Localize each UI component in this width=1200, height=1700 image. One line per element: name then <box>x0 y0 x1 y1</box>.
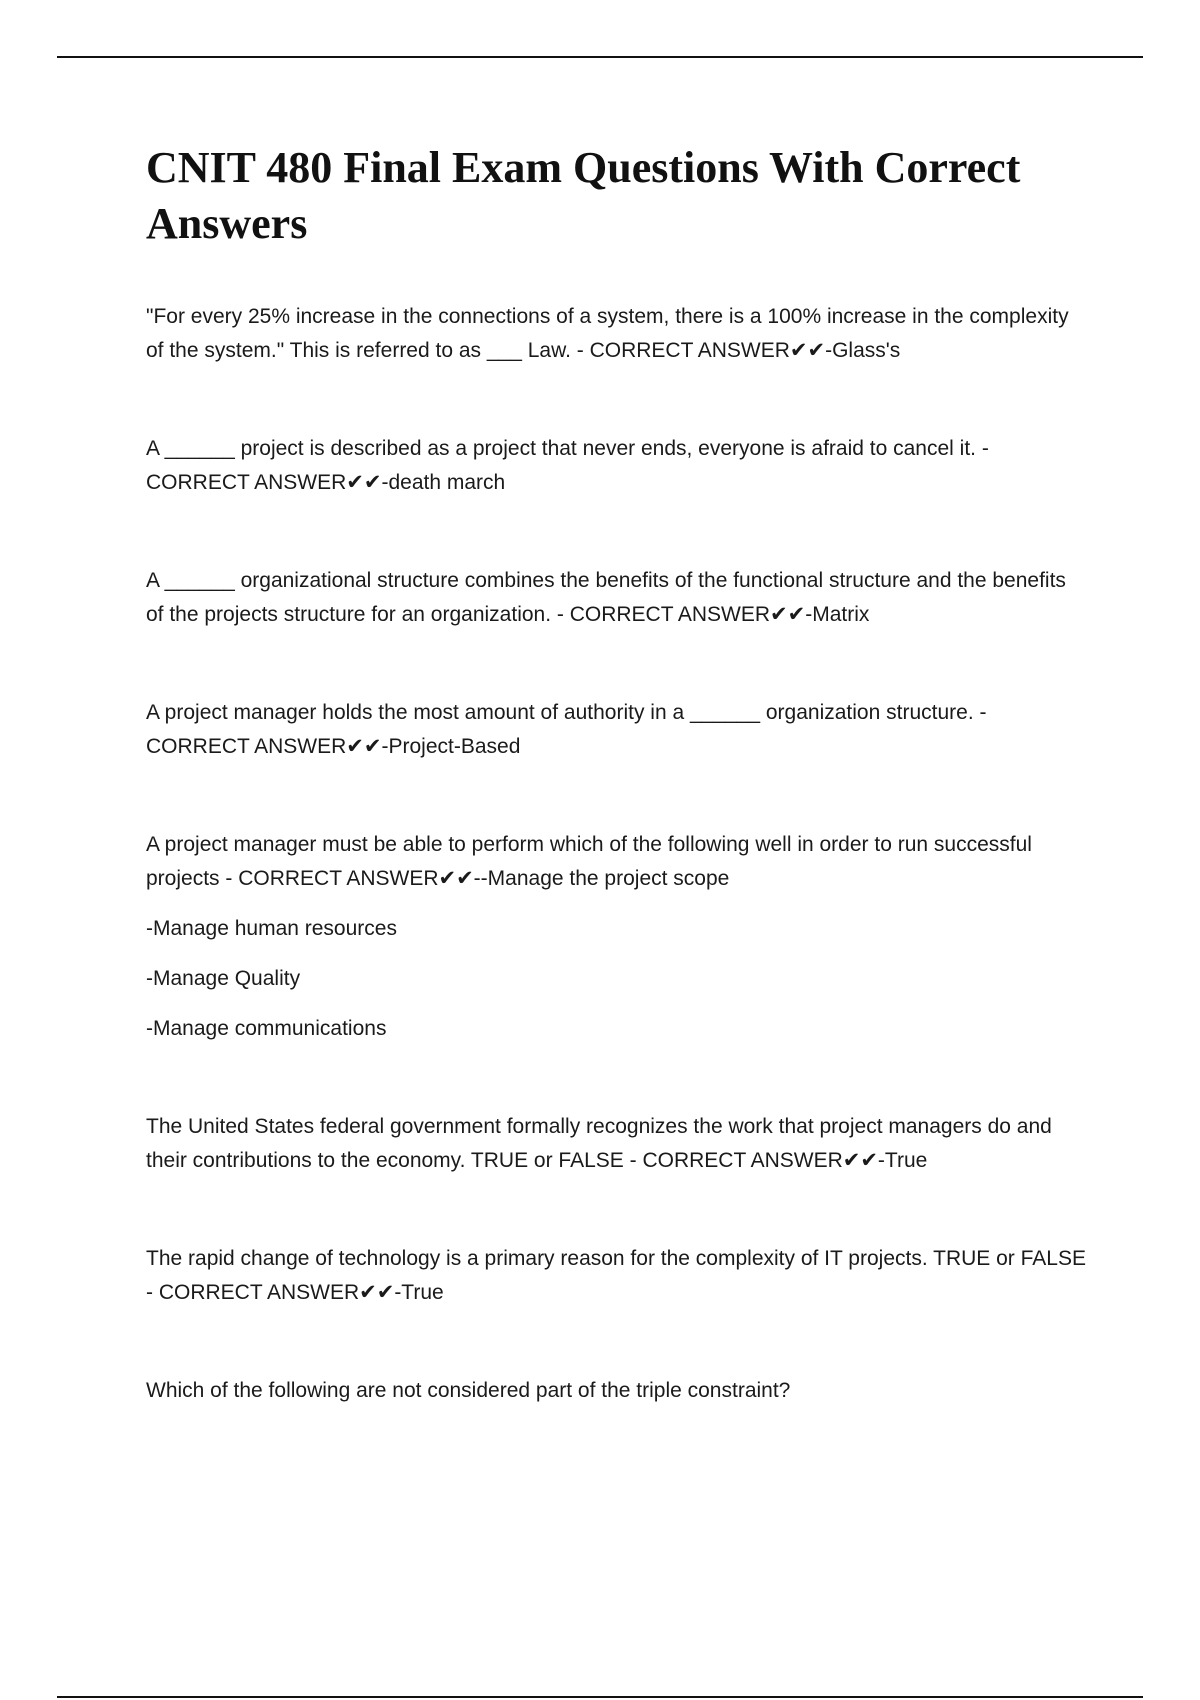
qa-item <box>146 432 1086 500</box>
qa-text: "For every 25% increase in the connections of a system, there is a 100% increase in the complexity of the system." This is referred to as ___ Law. - CORRECT ANSWER✔✔-Glass's <box>146 305 1069 362</box>
qa-item <box>146 1242 1086 1310</box>
qa-text: Which of the following are not considered part of the triple constraint? <box>146 1379 791 1402</box>
qa-text: The rapid change of technology is a primary reason for the complexity of IT projects. TRUE or FALSE - CORRECT ANSWER✔✔-True <box>146 1247 1086 1304</box>
document-title: CNIT 480 Final Exam Questions With Correct Answers <box>146 143 1021 248</box>
answer-line: -Manage Quality <box>146 967 301 990</box>
qa-item <box>146 1110 1086 1178</box>
qa-item <box>146 828 1086 1046</box>
answer-line: -Manage human resources <box>146 917 397 940</box>
qa-text: A project manager holds the most amount of authority in a ______ organization structure. - CORRECT ANSWER✔✔-Project-Based <box>146 701 987 758</box>
qa-item <box>146 1374 1086 1408</box>
qa-text: A project manager must be able to perform which of the following well in order to run successful projects - CORRECT ANSWER✔✔--Manage the project scope <box>146 833 1032 890</box>
answer-line: -Manage communications <box>146 1017 387 1040</box>
qa-text: A ______ organizational structure combines the benefits of the functional structure and the benefits of the projects structure for an organization. - CORRECT ANSWER✔✔-Matrix <box>146 569 1066 626</box>
document-body <box>146 140 1086 1408</box>
qa-text: A ______ project is described as a project that never ends, everyone is afraid to cancel it. - CORRECT ANSWER✔✔-death march <box>146 437 989 494</box>
footer-divider <box>57 1696 1143 1698</box>
qa-item <box>146 300 1086 368</box>
qa-item <box>146 696 1086 764</box>
qa-item <box>146 564 1086 632</box>
header-divider <box>57 56 1143 58</box>
qa-text: The United States federal government formally recognizes the work that project managers do and their contributions to the economy. TRUE or FALSE - CORRECT ANSWER✔✔-True <box>146 1115 1052 1172</box>
